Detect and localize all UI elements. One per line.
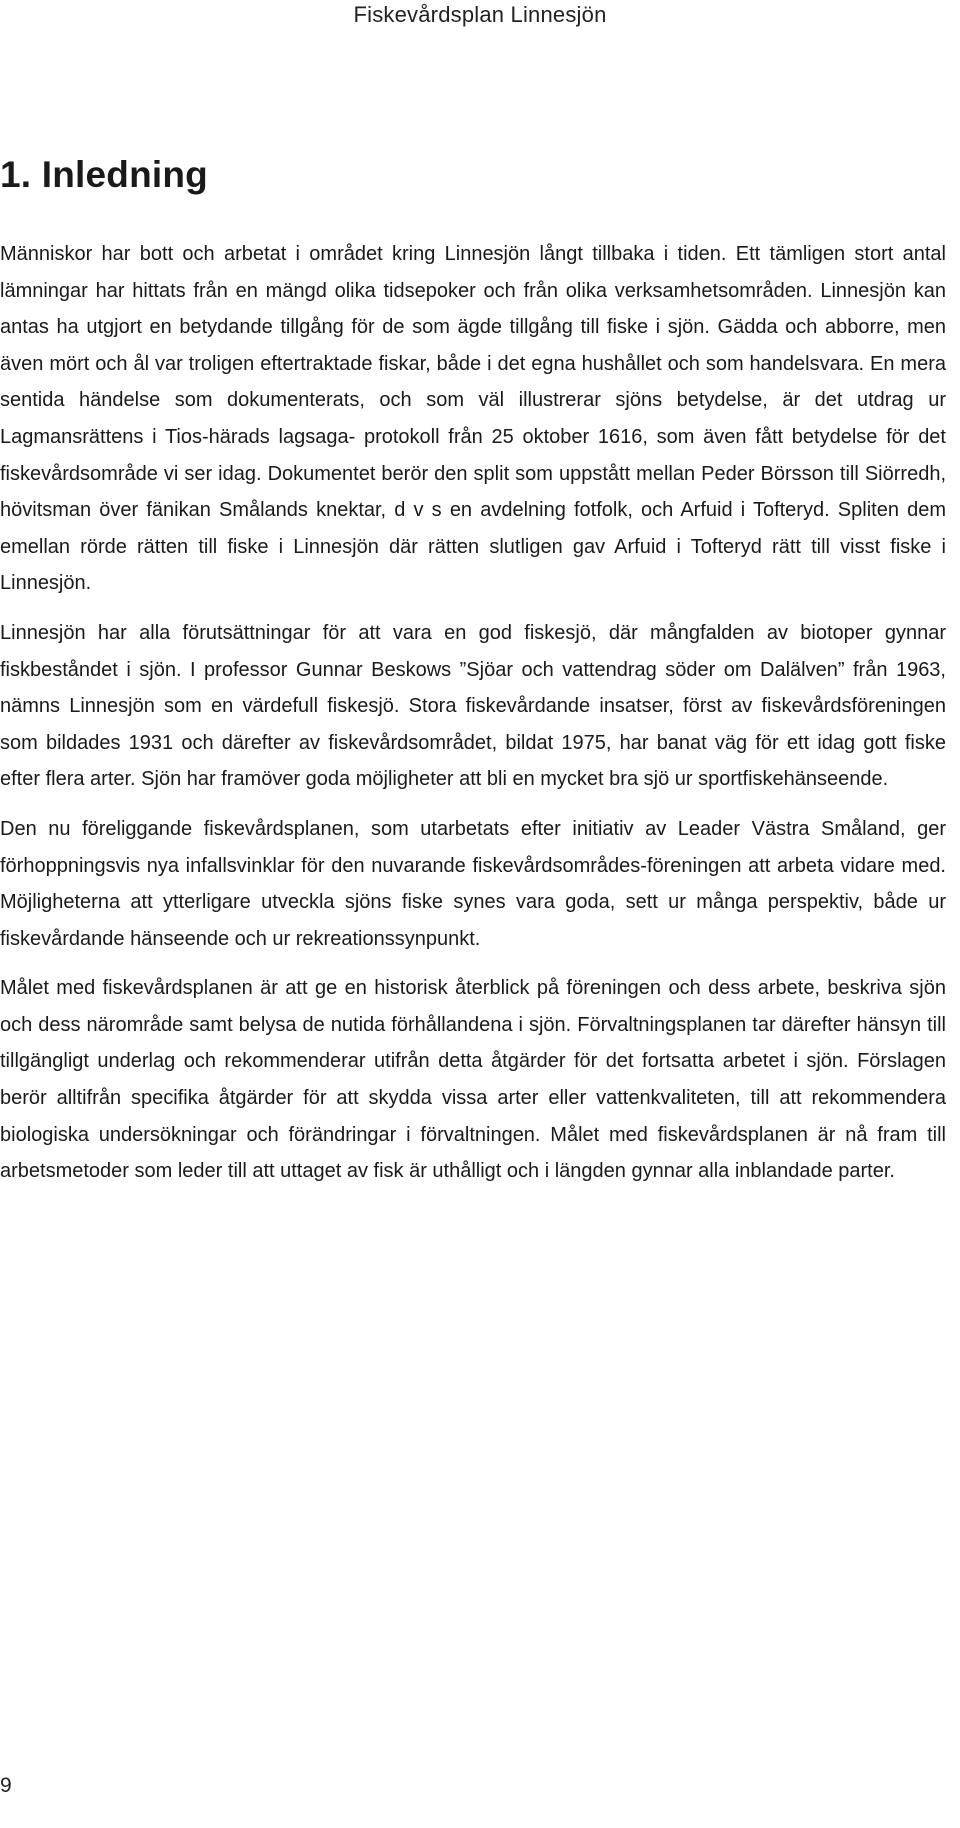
page-number: 9 — [0, 1774, 12, 1797]
paragraph-plan-goal: Målet med fiskevårdsplanen är att ge en historisk återblick på föreningen och dess arbete, beskriva sjön och dess närområde samt belysa de nutida förhållandena i sjön. Förvaltningsplanen tar därefter hänsyn till tillgängligt underlag och rekommenderar utifrån detta åtgärder för det fortsatta arbetet i sjön. Förslagen berör alltifrån specifika åtgärder för att skydda vissa arter eller vattenkvaliteten, till att rekommendera biologiska undersökningar och förändringar i förvaltningen. Målet med fiskevårdsplanen är nå fram till arbetsmetoder som leder till att uttaget av fisk är uthålligt och i längden gynnar alla inblandade parter. — [0, 977, 946, 1183]
paragraph-plan-initiative: Den nu föreliggande fiskevårdsplanen, som utarbetats efter initiativ av Leader Västra Småland, ger förhoppningsvis nya infallsvinklar för den nuvarande fiskevårdsområdes-föreningen att arbeta vidare med. Möjligheterna att ytterligare utveckla sjöns fiske synes vara goda, sett ur många perspektiv, både ur fiskevårdande hänseende och ur rekreationssynpunkt. — [0, 817, 946, 950]
paragraph-history: Människor har bott och arbetat i området kring Linnesjön långt tillbaka i tiden. Ett tämligen stort antal lämningar har hittats från en mängd olika tidsepoker och från olika verksamhetsområden. Linnesjön kan antas ha utgjort en betydande tillgång för de som ägde tillgång till fiske i sjön. Gädda och abborre, men även mört och ål var troligen eftertraktade fiskar, både i det egna hushållet och som handelsvara. En mera sentida händelse som dokumenterats, och som väl illustrerar sjöns betydelse, är det utdrag ur Lagmansrättens i Tios-härads lagsaga- protokoll från 25 oktober 1616, som även fått betydelse för det fiskevårdsområde vi ser idag. Dokumentet berör den split som uppstått mellan Peder Börsson till Siörredh, hövitsman över fänikan Smålands knektar, d v s en avdelning fotfolk, och Arfuid i Tofteryd. Spliten dem emellan rörde rätten till fiske i Linnesjön där rätten slutligen gav Arfuid i Tofteryd rätt till visst fiske i Linnesjön. — [0, 243, 946, 595]
paragraph-fishing-potential: Linnesjön har alla förutsättningar för att vara en god fiskesjö, där mångfalden av biotoper gynnar fiskbeståndet i sjön. I professor Gunnar Beskows ”Sjöar och vattendrag söder om Dalälven” från 1963, nämns Linnesjön som en värdefull fiskesjö. Stora fiskevårdande insatser, först av fiskevårdsföreningen som bildades 1931 och därefter av fiskevårdsområdet, bildat 1975, har banat väg för ett idag gott fiske efter flera arter. Sjön har framöver goda möjligheter att bli en mycket bra sjö ur sportfiskehänseende. — [0, 621, 946, 791]
chapter-heading: 1. Inledning — [0, 154, 208, 195]
body-text — [0, 236, 946, 1190]
running-header: Fiskevårdsplan Linnesjön — [353, 2, 607, 27]
